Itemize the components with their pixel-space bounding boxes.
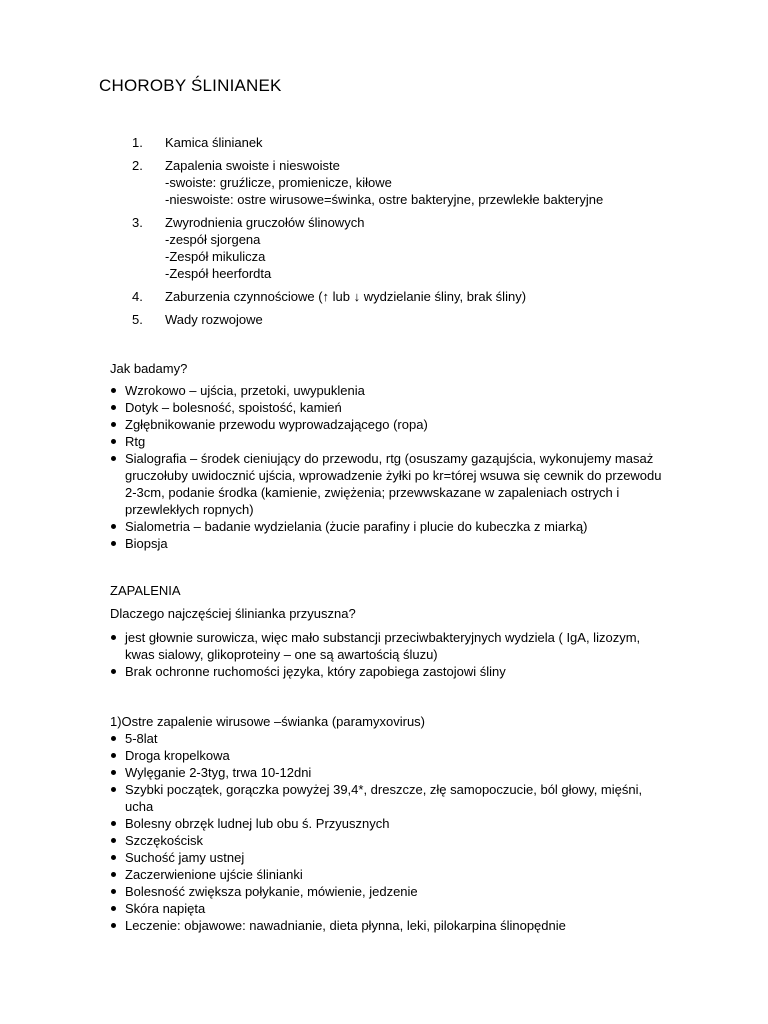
item-text: Zwyrodnienia gruczołów ślinowych	[165, 215, 365, 230]
list-item: Bolesny obrzęk ludnej lub obu ś. Przyusznych	[110, 815, 670, 832]
item-subtext: -nieswoiste: ostre wirusowe=świnka, ostre bakteryjne, przewlekłe bakteryjne	[165, 192, 604, 207]
section-question: Dlaczego najczęściej ślinianka przyuszna?	[110, 606, 356, 621]
item-number: 1.	[132, 135, 143, 150]
item-subtext: -Zespół mikulicza	[165, 249, 266, 264]
list-item	[99, 157, 699, 208]
list-item	[99, 214, 699, 282]
item-number: 5.	[132, 312, 143, 327]
list-item: Wzrokowo – ujścia, przetoki, uwypuklenia	[110, 382, 670, 399]
item-subtext: -swoiste: gruźlicze, promienicze, kiłowe	[165, 175, 392, 190]
list-item: Biopsja	[110, 535, 670, 552]
list-item: Brak ochronne ruchomości języka, który zapobiega zastojowi śliny	[110, 663, 670, 680]
item-subtext: -zespół sjorgena	[165, 232, 261, 247]
item-number: 4.	[132, 289, 143, 304]
symptoms-list	[110, 730, 670, 934]
item-text: Zapalenia swoiste i nieswoiste	[165, 158, 340, 173]
list-item	[99, 134, 699, 151]
list-item: 5-8lat	[110, 730, 670, 747]
list-item: Zgłębnikowanie przewodu wyprowadzającego (ropa)	[110, 416, 670, 433]
list-item	[99, 311, 699, 328]
list-item: Rtg	[110, 433, 670, 450]
list-item: Sialometria – badanie wydzielania (żucie parafiny i plucie do kubeczka z miarką)	[110, 518, 670, 535]
list-item: Szybki początek, gorączka powyżej 39,4*, dreszcze, złę samopoczucie, ból głowy, mięśni, ucha	[110, 781, 670, 815]
item-text: Zaburzenia czynnościowe (↑ lub ↓ wydzielanie śliny, brak śliny)	[165, 289, 527, 304]
list-item: jest głownie surowicza, więc mało substancji przeciwbakteryjnych wydziela ( IgA, lizozym, kwas sialowy, glikoproteiny – one są awartością śluzu)	[110, 629, 670, 663]
section-heading: ZAPALENIA	[110, 583, 181, 598]
list-item	[99, 288, 699, 305]
item-number: 2.	[132, 158, 143, 173]
list-item: Wylęganie 2-3tyg, trwa 10-12dni	[110, 764, 670, 781]
list-item: Bolesność zwiększa połykanie, mówienie, jedzenie	[110, 883, 670, 900]
item-number: 3.	[132, 215, 143, 230]
list-item: Szczękościsk	[110, 832, 670, 849]
list-item: Zaczerwienione ujście ślinianki	[110, 866, 670, 883]
disease-categories-list	[99, 134, 699, 334]
list-item: Sialografia – środek cieniujący do przewodu, rtg (osuszamy gaząujścia, wykonujemy masaż gruczołuby uwidocznić ujścia, wprowadzenie żyłki po kr=tórej wsuwa się cewnik do przewodu 2-3cm, podanie środka (kamienie, zwiężenia; przewwskazane w zapaleniach ostrych i przewlekłych ropnych)	[110, 450, 670, 518]
item-subtext: -Zespół heerfordta	[165, 266, 272, 281]
reasons-list	[110, 629, 670, 680]
subsection-heading: 1)Ostre zapalenie wirusowe –świanka (paramyxovirus)	[110, 714, 426, 729]
list-item: Droga kropelkowa	[110, 747, 670, 764]
list-item: Skóra napięta	[110, 900, 670, 917]
list-item: Leczenie: objawowe: nawadnianie, dieta płynna, leki, pilokarpina ślinopędnie	[110, 917, 670, 934]
item-text: Kamica ślinianek	[165, 135, 263, 150]
page-title: CHOROBY ŚLINIANEK	[99, 76, 282, 95]
item-text: Wady rozwojowe	[165, 312, 263, 327]
list-item: Dotyk – bolesność, spoistość, kamień	[110, 399, 670, 416]
exam-heading: Jak badamy?	[110, 361, 188, 376]
exam-list	[110, 382, 670, 552]
list-item: Suchość jamy ustnej	[110, 849, 670, 866]
